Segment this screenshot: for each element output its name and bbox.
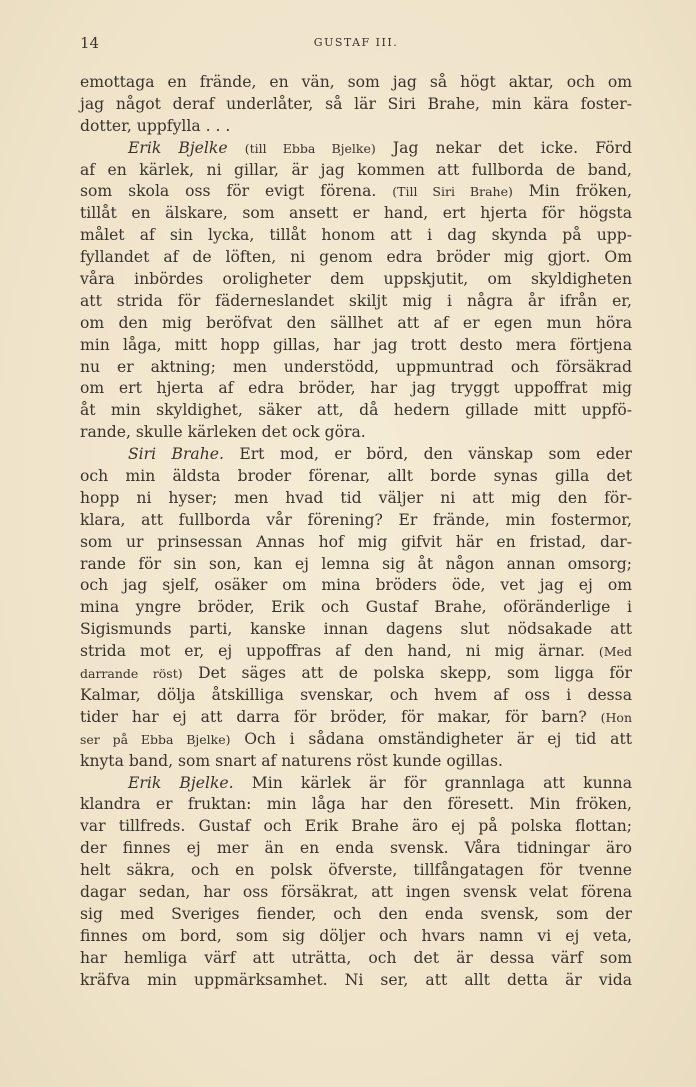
text-segment: fyllandet af de löften, ni genom edra bröder mig gjort. Om: [80, 248, 632, 267]
speaker-name: Erik Bjelke: [128, 138, 228, 157]
text-line: [80, 970, 632, 992]
text-line: [80, 269, 632, 291]
running-title: GUSTAF III.: [313, 36, 399, 49]
text-line: [80, 751, 632, 773]
text-line: [80, 466, 632, 488]
text-line: [80, 882, 632, 904]
text-segment: och jag sjelf, osäker om mina bröders öde, vet jag ej om: [80, 576, 632, 595]
text-segment: tider har ej att darra för bröder, för makar, för barn?: [80, 707, 601, 726]
text-segment: kräfva min uppmärksamhet. Ni ser, att allt detta är vida: [80, 970, 632, 989]
text-line: [80, 378, 632, 400]
stage-direction: (Med: [598, 644, 632, 660]
text-segment: rande, skulle kärleken det ock göra.: [80, 423, 366, 442]
text-line: [80, 619, 632, 641]
stage-direction: (Till Siri Brahe): [392, 184, 513, 200]
text-segment: [228, 139, 245, 157]
stage-direction: (till Ebba Bjelke): [244, 140, 376, 156]
text-segment: Ert mod, er börd, den vänskap som eder: [223, 445, 632, 464]
text-line: [80, 291, 632, 313]
stage-direction: darrande röst): [80, 666, 183, 682]
text-segment: våra inbördes oroligheter dem uppskjutit, om skyldigheten: [80, 270, 632, 289]
text-segment: knyta band, som snart af naturens röst kunde ogillas.: [80, 751, 503, 770]
text-line: [80, 313, 632, 335]
text-segment: sig med Sveriges fiender, och den enda svensk, som der: [80, 904, 632, 923]
text-segment: var tillfreds. Gustaf och Erik Brahe äro ej på polska flottan;: [80, 817, 632, 836]
text-line: [80, 860, 632, 882]
text-line: [80, 510, 632, 532]
text-line: [80, 181, 632, 203]
text-segment: som skola oss för evigt förena.: [80, 182, 393, 201]
text-line: [80, 138, 632, 160]
text-segment: om den mig beröfvat den sällhet att af er egen mun höra: [80, 313, 632, 332]
text-segment: klara, att fullborda vår förening? Er frände, min fostermor,: [80, 510, 632, 529]
text-line: [80, 357, 632, 379]
text-line: [80, 729, 632, 751]
text-line: [80, 247, 632, 269]
text-segment: hopp ni hyser; men hvad tid väljer ni att mig den för-: [80, 488, 632, 507]
text-line: [80, 641, 632, 663]
text-line: [80, 554, 632, 576]
text-line: [80, 488, 632, 510]
page-header: [80, 34, 632, 54]
text-segment: der finnes ej mer än en enda svensk. Våra tidningar äro: [80, 839, 632, 858]
text-segment: rande för sin son, kan ej lemna sig åt någon annan omsorg;: [80, 554, 632, 573]
text-segment: min låga, mitt hopp gillas, har jag trott desto mera förtjena: [80, 335, 632, 354]
text-segment: tillåt en älskare, som ansett er hand, ert hjerta för högsta: [80, 204, 632, 223]
text-line: [80, 94, 632, 116]
text-segment: jag något deraf underlåter, så lär Siri Brahe, min kära foster-: [80, 94, 632, 113]
text-segment: klandra er fruktan: min låga har den föresett. Min fröken,: [80, 795, 632, 814]
text-segment: att strida för fäderneslandet skiljt mig i några år ifrån er,: [80, 291, 632, 310]
text-segment: och min äldsta broder förenar, allt borde synas gilla det: [80, 467, 632, 486]
text-line: [80, 400, 632, 422]
text-segment: af en kärlek, ni gillar, är jag kommen att fullborda de band,: [80, 160, 632, 179]
text-line: [80, 816, 632, 838]
text-line: [80, 773, 632, 795]
text-segment: strida mot er, ej uppoffras af den hand, ni mig ärnar.: [80, 642, 599, 661]
text-line: [80, 116, 632, 138]
text-segment: emottaga en frände, en vän, som jag så högt aktar, och om: [80, 73, 632, 91]
text-segment: helt säkra, och en polsk öfverste, tillfångatagen för tvenne: [80, 861, 632, 880]
text-line: [80, 838, 632, 860]
text-line: [80, 532, 632, 554]
text-segment: som ur prinsessan Annas hof mig gifvit här en fristad, dar-: [80, 532, 632, 551]
page-number: 14: [80, 34, 100, 52]
text-segment: Min kärlek är för grannlaga att kunna: [233, 773, 632, 792]
text-line: [80, 904, 632, 926]
text-segment: dotter, uppfylla . . .: [80, 116, 231, 135]
text-segment: åt min skyldighet, säker att, då hedern gillade mitt uppfö-: [80, 401, 632, 420]
text-line: [80, 444, 632, 466]
text-line: [80, 663, 632, 685]
text-line: [80, 948, 632, 970]
text-line: [80, 794, 632, 816]
text-segment: Och i sådana omständigheter är ej tid att: [230, 729, 632, 748]
text-segment: finnes om bord, som sig döljer och hvars namn vi ej veta,: [80, 926, 632, 945]
text-segment: dagar sedan, har oss försäkrat, att ingen svensk velat förena: [80, 882, 632, 901]
text-line: [80, 203, 632, 225]
text-segment: mina yngre bröder, Erik och Gustaf Brahe, oföränderlige i: [80, 598, 632, 617]
text-segment: Kalmar, dölja åtskilliga svenskar, och hvem af oss i dessa: [80, 685, 632, 704]
text-segment: målet af sin lycka, tillåt honom att i dag skynda på upp-: [80, 226, 632, 245]
text-segment: Det säges att de polska skepp, som ligga för: [182, 664, 632, 683]
text-line: [80, 707, 632, 729]
text-segment: har hemliga värf att uträtta, och det är dessa värf som: [80, 948, 632, 967]
body-text: [80, 72, 632, 991]
text-line: [80, 225, 632, 247]
text-segment: om ert hjerta af edra bröder, har jag tryggt uppoffrat mig: [80, 379, 632, 398]
text-segment: Sigismunds parti, kanske innan dagens slut nödsakade att: [80, 620, 632, 639]
speaker-name: Erik Bjelke.: [128, 773, 234, 792]
speaker-name: Siri Brahe.: [128, 445, 224, 464]
text-line: [80, 575, 632, 597]
text-line: [80, 926, 632, 948]
text-line: [80, 422, 632, 444]
text-segment: Jag nekar det icke. Förd: [375, 138, 632, 157]
text-line: [80, 160, 632, 182]
text-line: [80, 685, 632, 707]
stage-direction: (Hon: [600, 709, 632, 725]
text-line: [80, 597, 632, 619]
text-segment: nu er aktning; men understödd, uppmuntrad och försäkrad: [80, 357, 632, 376]
stage-direction: ser på Ebba Bjelke): [80, 731, 231, 747]
text-line: [80, 335, 632, 357]
text-segment: Min fröken,: [512, 182, 632, 201]
text-line: [80, 72, 632, 94]
